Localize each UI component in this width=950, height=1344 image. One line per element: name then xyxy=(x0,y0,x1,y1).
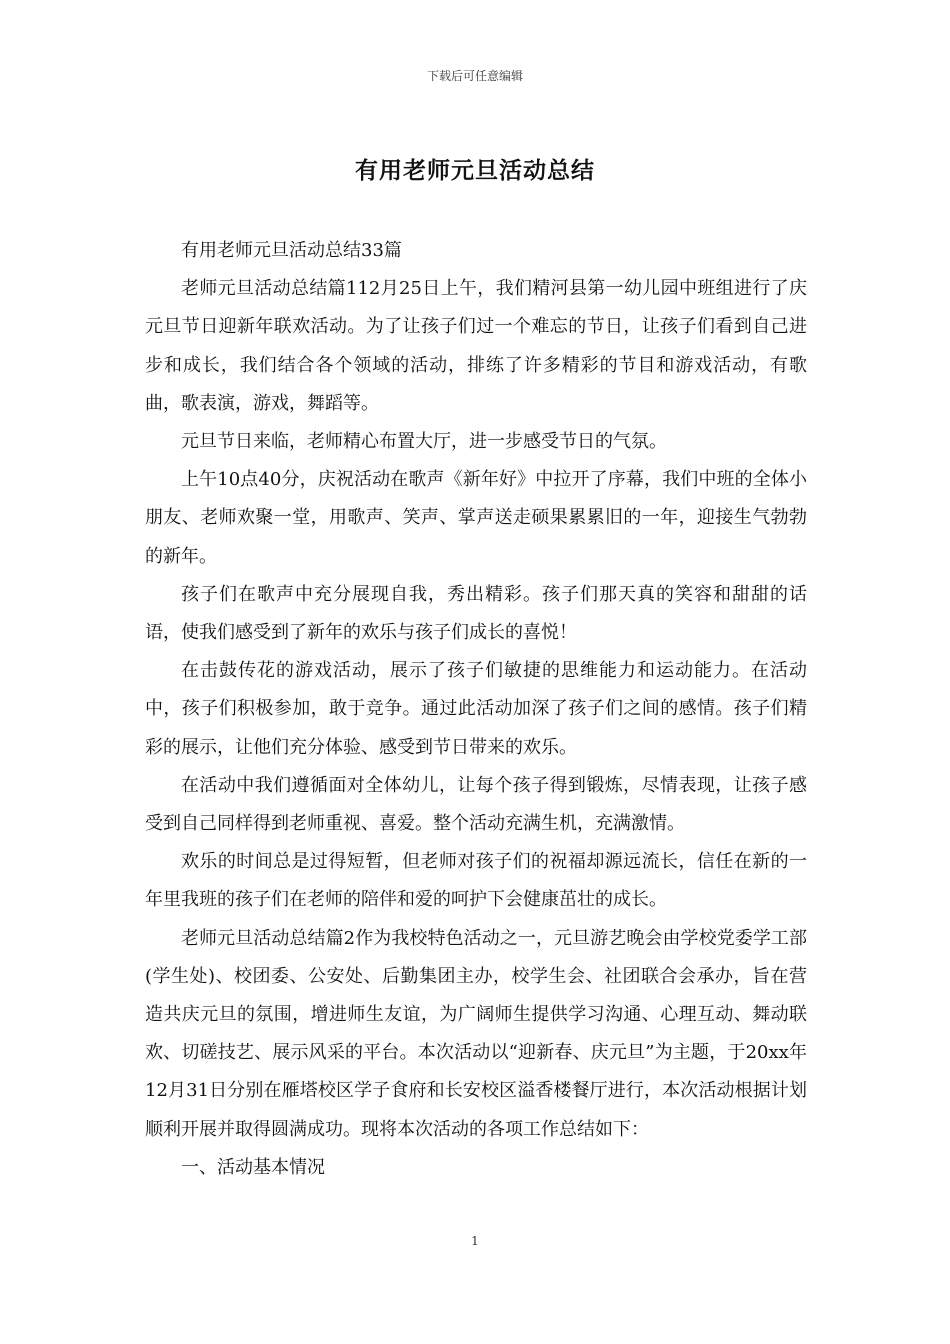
page-number: 1 xyxy=(471,1234,479,1248)
paragraph: 上午10点40分，庆祝活动在歌声《新年好》中拉开了序幕，我们中班的全体小朋友、老师欢聚一堂，用歌声、笑声、掌声送走硕果累累旧的一年，迎接生气勃勃的新年。 xyxy=(145,469,807,567)
paragraph-subtitle: 有用老师元旦活动总结33篇 xyxy=(181,240,402,261)
paragraph: 在活动中我们遵循面对全体幼儿，让每个孩子得到锻炼，尽情表现，让孩子感受到自己同样得到老师重视、喜爱。整个活动充满生机，充满激情。 xyxy=(145,774,807,835)
paragraph: 欢乐的时间总是过得短暂，但老师对孩子们的祝福却源远流长，信任在新的一年里我班的孩子们在老师的陪伴和爱的呵护下会健康茁壮的成长。 xyxy=(145,851,807,911)
section-heading: 一、活动基本情况 xyxy=(181,1156,325,1178)
header-note: 下载后可任意编辑 xyxy=(426,69,523,83)
document-body xyxy=(145,232,807,1187)
paragraph: 在击鼓传花的游戏活动，展示了孩子们敏捷的思维能力和运动能力。在活动中，孩子们积极参加，敢于竞争。通过此活动加深了孩子们之间的感情。孩子们精彩的展示，让他们充分体验、感受到节日带来的欢乐。 xyxy=(145,660,807,758)
paragraph: 老师元旦活动总结篇2作为我校特色活动之一，元旦游艺晚会由学校党委学工部(学生处)、校团委、公安处、后勤集团主办，校学生会、社团联合会承办，旨在营造共庆元旦的氛围，增进师生友谊，为广阔师生提供学习沟通、心理互动、舞动联欢、切磋技艺、展示风采的平台。本次活动以“迎新春、庆元旦”为主题，于20xx年12月31日分别在雁塔校区学子食府和长安校区溢香楼餐厅进行，本次活动根据计划顺利开展并取得圆满成功。现将本次活动的各项工作总结如下： xyxy=(145,927,807,1140)
document-title: 有用老师元旦活动总结 xyxy=(355,157,595,184)
paragraph: 元旦节日来临，老师精心布置大厅，进一步感受节日的气氛。 xyxy=(181,431,667,453)
paragraph: 老师元旦活动总结篇112月25日上午，我们精河县第一幼儿园中班组进行了庆元旦节日迎新年联欢活动。为了让孩子们过一个难忘的节日，让孩子们看到自己进步和成长，我们结合各个领域的活动，排练了许多精彩的节目和游戏活动，有歌曲，歌表演，游戏，舞蹈等。 xyxy=(145,278,807,414)
paragraph: 孩子们在歌声中充分展现自我，秀出精彩。孩子们那天真的笑容和甜甜的话语，使我们感受到了新年的欢乐与孩子们成长的喜悦！ xyxy=(145,583,807,644)
